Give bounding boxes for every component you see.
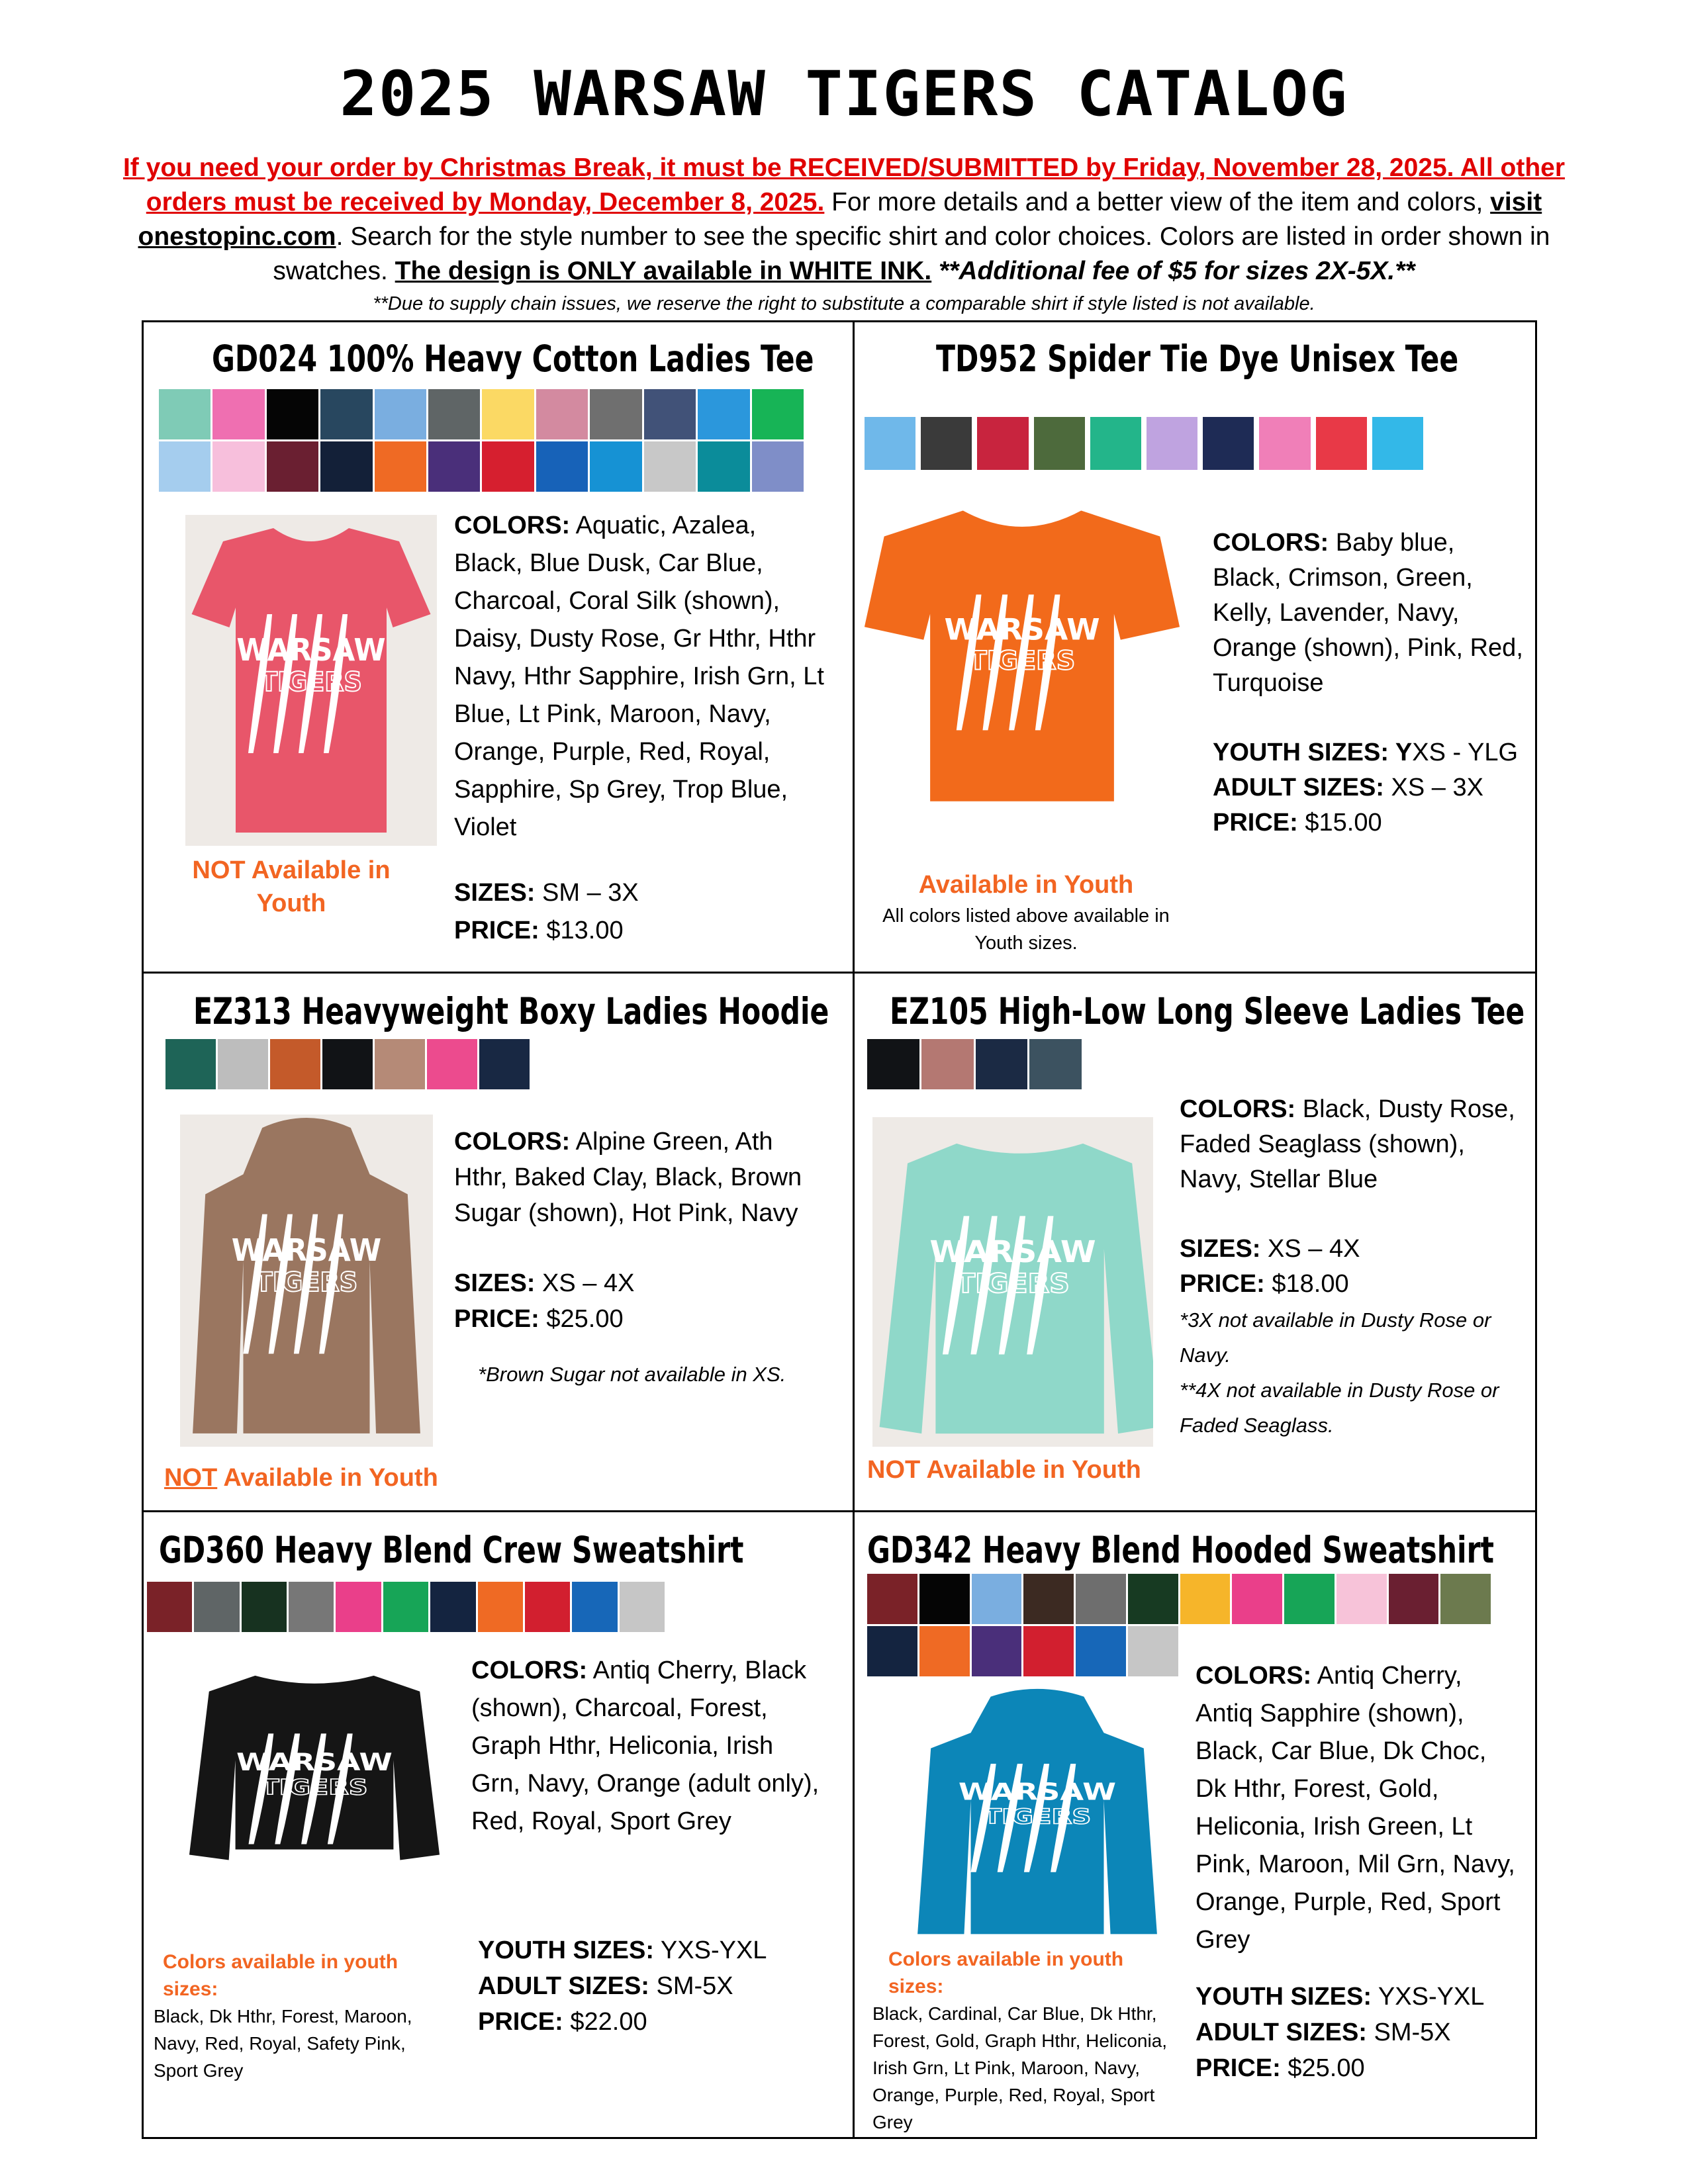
color-swatch xyxy=(1259,417,1310,470)
color-swatch xyxy=(752,389,804,439)
design-text-line2: TIGERS xyxy=(260,667,362,698)
product-details xyxy=(471,1652,829,1841)
color-swatch xyxy=(620,1582,665,1632)
youth-colors xyxy=(154,1948,445,2084)
color-swatch xyxy=(867,1626,917,1676)
youth-note: All colors listed above available in Youth sizes. xyxy=(882,905,1170,954)
design-text-line1: WARSAW xyxy=(929,1234,1096,1270)
product-title: TD952 Spider Tie Dye Unisex Tee xyxy=(936,338,1459,380)
youth-availability: NOT Available in Youth xyxy=(867,1456,1141,1484)
size-note: *3X not available in Dusty Rose or Navy. xyxy=(1180,1308,1491,1367)
colors-label: COLORS: xyxy=(1180,1095,1296,1123)
colors-list: Antiq Cherry, Antiq Sapphire (shown), Black, Car Blue, Dk Choc, Dk Hthr, Forest, Gold, Heliconia, Irish Green, Lt Pink, Maroon, Mil Grn, Navy, Orange, Purple, Red, Sport Grey xyxy=(1196,1662,1515,1954)
size-note: **4X not available in Dusty Rose or Faded Seaglass. xyxy=(1180,1379,1499,1437)
youth-sizes-value: YXS-YXL xyxy=(1372,1983,1485,2011)
page-title: 2025 WARSAW TIGERS CATALOG xyxy=(340,58,1348,130)
color-swatch xyxy=(1076,1574,1126,1624)
color-swatch xyxy=(1029,1039,1082,1089)
color-swatch xyxy=(482,441,534,492)
color-swatch xyxy=(218,1039,268,1089)
sizes-value: SM – 3X xyxy=(535,879,639,907)
color-swatch xyxy=(919,1626,970,1676)
price-label: PRICE: xyxy=(1180,1270,1265,1298)
product-title: GD360 Heavy Blend Crew Sweatshirt xyxy=(159,1529,744,1571)
colors-list: Alpine Green, Ath Hthr, Baked Clay, Black, Brown Sugar (shown), Hot Pink, Navy xyxy=(454,1128,802,1227)
color-swatch xyxy=(165,1039,216,1089)
color-swatch xyxy=(1440,1574,1491,1624)
youth-sizes-label: YOUTH SIZES: xyxy=(478,1936,655,1964)
grid-divider xyxy=(142,972,1537,974)
sizes-value: XS – 4X xyxy=(535,1269,635,1297)
color-swatch xyxy=(242,1582,287,1632)
color-swatches xyxy=(159,389,804,492)
youth-sizes-label: YOUTH SIZES: xyxy=(1196,1983,1372,2011)
color-swatch xyxy=(428,389,480,439)
color-swatch xyxy=(1316,417,1367,470)
youth-colors-list: Black, Cardinal, Car Blue, Dk Hthr, Forest, Gold, Graph Hthr, Heliconia, Irish Grn, Lt Pink, Maroon, Navy, Orange, Purple, Red, Royal, Sport Grey xyxy=(872,2003,1168,2132)
colors-label: COLORS: xyxy=(471,1657,588,1684)
product-details xyxy=(1213,525,1524,841)
color-swatch xyxy=(1023,1574,1074,1624)
color-swatch xyxy=(1180,1574,1231,1624)
color-swatch xyxy=(159,389,211,439)
product-title: EZ105 High-Low Long Sleeve Ladies Tee xyxy=(890,990,1525,1032)
colors-label: COLORS: xyxy=(1213,529,1329,557)
colors-label: COLORS: xyxy=(1196,1662,1312,1690)
color-swatch xyxy=(921,1039,974,1089)
color-swatch xyxy=(482,389,534,439)
youth-availability: NOT Available in Youth xyxy=(192,856,391,917)
price-value: $25.00 xyxy=(539,1305,624,1333)
adult-sizes-value: SM-5X xyxy=(649,1972,733,2000)
youth-colors-heading: Colors available in youth sizes: xyxy=(163,1951,399,2000)
color-swatch xyxy=(375,441,426,492)
price-value: $15.00 xyxy=(1297,809,1382,837)
youth-colors-heading: Colors available in youth sizes: xyxy=(888,1948,1124,1997)
adult-sizes-value: XS – 3X xyxy=(1383,774,1483,801)
size-price xyxy=(1196,1979,1520,2086)
product-title: GD342 Heavy Blend Hooded Sweatshirt xyxy=(867,1529,1494,1571)
not-word: NOT xyxy=(164,1464,218,1492)
color-swatch xyxy=(430,1582,475,1632)
size-price xyxy=(478,1933,822,2040)
youth-sizes-value: XS - YLG xyxy=(1412,739,1519,766)
color-swatch xyxy=(194,1582,239,1632)
color-swatch xyxy=(1372,417,1423,470)
product-photo xyxy=(872,1117,1153,1447)
color-swatch xyxy=(147,1582,192,1632)
youth-colors xyxy=(872,1946,1184,2136)
design-text-line1: WARSAW xyxy=(236,1748,393,1776)
color-swatch xyxy=(1232,1574,1282,1624)
color-swatch xyxy=(976,1039,1028,1089)
color-swatch xyxy=(267,441,318,492)
youth-availability xyxy=(164,1461,438,1494)
color-swatches xyxy=(147,1582,665,1632)
color-swatch xyxy=(320,441,372,492)
color-swatch xyxy=(644,389,696,439)
colors-list: Antiq Cherry, Black (shown), Charcoal, Forest, Graph Hthr, Heliconia, Irish Grn, Navy, Orange (adult only), Red, Royal, Sport Grey xyxy=(471,1657,820,1835)
color-swatch xyxy=(1147,417,1197,470)
ink-notice: The design is ONLY available in WHITE INK. xyxy=(395,257,932,285)
sizes-label: SIZES: xyxy=(1180,1235,1261,1263)
product-title: GD024 100% Heavy Cotton Ladies Tee xyxy=(212,338,814,380)
deadline-notice: If you need your order by Christmas Break, it must be RECEIVED/SUBMITTED by Friday, November 28, 2025. All other orders must be received by Monday, December 8, 2025. xyxy=(122,154,1566,216)
color-swatch xyxy=(1284,1574,1335,1624)
design-text-line2: TIGERS xyxy=(956,1268,1070,1299)
color-swatch xyxy=(336,1582,381,1632)
youth-availability-rest: Available in Youth xyxy=(217,1464,438,1492)
price-value: $25.00 xyxy=(1280,2054,1365,2082)
intro-text xyxy=(86,151,1602,289)
design-text-line2: TIGERS xyxy=(261,1776,368,1800)
color-swatch xyxy=(1389,1574,1439,1624)
sizes-label: SIZES: xyxy=(454,1269,536,1297)
color-swatch xyxy=(590,441,641,492)
color-swatch xyxy=(977,417,1028,470)
design-text-line1: WARSAW xyxy=(944,612,1100,647)
color-swatch xyxy=(212,389,264,439)
color-swatch xyxy=(867,1574,917,1624)
color-swatches xyxy=(867,1039,1082,1089)
color-swatches xyxy=(865,417,1423,470)
youth-availability: Available in Youth xyxy=(918,871,1134,899)
color-swatch xyxy=(525,1582,570,1632)
color-swatch xyxy=(1076,1626,1126,1676)
design-text-line1: WARSAW xyxy=(958,1778,1117,1806)
color-swatch xyxy=(159,441,211,492)
color-swatch xyxy=(289,1582,334,1632)
youth-colors-list: Black, Dk Hthr, Forest, Maroon, Navy, Red, Royal, Safety Pink, Sport Grey xyxy=(154,2006,412,2081)
product-photo xyxy=(185,515,437,846)
adult-sizes-value: SM-5X xyxy=(1366,2019,1451,2046)
color-swatch xyxy=(867,1039,919,1089)
color-swatch xyxy=(919,1574,970,1624)
grid-divider xyxy=(142,1510,1537,1512)
design-text-line1: WARSAW xyxy=(231,1232,382,1269)
color-swatch xyxy=(375,1039,425,1089)
color-swatch xyxy=(270,1039,320,1089)
youth-sizes-label: YOUTH SIZES: Y xyxy=(1213,739,1413,766)
color-swatch xyxy=(644,441,696,492)
colors-list: Baby blue, Black, Crimson, Green, Kelly, Lavender, Navy, Orange (shown), Pink, Red, Turquoise xyxy=(1213,529,1523,697)
sizes-value: XS – 4X xyxy=(1260,1235,1360,1263)
color-swatch xyxy=(536,441,588,492)
colors-label: COLORS: xyxy=(454,1128,571,1156)
product-photo xyxy=(858,498,1186,821)
colors-label: COLORS: xyxy=(454,512,571,539)
color-swatch xyxy=(212,441,264,492)
color-swatch xyxy=(972,1574,1022,1624)
color-swatch xyxy=(322,1039,373,1089)
color-swatch xyxy=(320,389,372,439)
color-swatch xyxy=(1203,417,1254,470)
adult-sizes-label: ADULT SIZES: xyxy=(478,1972,649,2000)
adult-sizes-label: ADULT SIZES: xyxy=(1213,774,1384,801)
sizes-label: SIZES: xyxy=(454,879,536,907)
website-link[interactable]: visit onestopinc.com xyxy=(138,188,1542,251)
product-photo xyxy=(904,1686,1170,1944)
product-details xyxy=(454,507,825,950)
supply-note: **Due to supply chain issues, we reserve the right to substitute a comparable shirt if style listed is not available. xyxy=(373,293,1315,314)
product-details xyxy=(1196,1657,1520,1959)
product-photo xyxy=(183,1655,446,1918)
intro-part: For more details and a better view of the item and colors, xyxy=(824,188,1491,216)
design-text-line2: TIGERS xyxy=(968,645,1076,676)
product-details xyxy=(454,1124,825,1391)
color-swatch xyxy=(536,389,588,439)
color-swatch xyxy=(428,441,480,492)
product-photo xyxy=(180,1115,433,1447)
price-label: PRICE: xyxy=(454,1305,539,1333)
price-label: PRICE: xyxy=(454,917,539,944)
price-value: $22.00 xyxy=(563,2008,647,2036)
size-note: *Brown Sugar not available in XS. xyxy=(478,1363,786,1386)
colors-list: Aquatic, Azalea, Black, Blue Dusk, Car Blue, Charcoal, Coral Silk (shown), Daisy, Dusty Rose, Gr Hthr, Hthr Navy, Hthr Sapphire, Irish Grn, Lt Blue, Lt Pink, Maroon, Navy, Orange, Purple, Red, Royal, Sapphire, Sp Grey, Trop Blue, Violet xyxy=(454,512,824,841)
color-swatch xyxy=(921,417,972,470)
color-swatch xyxy=(865,417,915,470)
color-swatch xyxy=(427,1039,477,1089)
color-swatch xyxy=(972,1626,1022,1676)
fee-notice: **Additional fee of $5 for sizes 2X-5X.** xyxy=(931,257,1415,285)
color-swatch xyxy=(1336,1574,1387,1624)
color-swatch xyxy=(590,389,641,439)
color-swatch xyxy=(383,1582,428,1632)
color-swatch xyxy=(572,1582,617,1632)
color-swatch xyxy=(1128,1574,1178,1624)
color-swatch xyxy=(698,389,749,439)
design-text-line2: TIGERS xyxy=(255,1267,358,1298)
color-swatch xyxy=(1023,1626,1074,1676)
color-swatch xyxy=(479,1039,530,1089)
adult-sizes-label: ADULT SIZES: xyxy=(1196,2019,1367,2046)
product-title: EZ313 Heavyweight Boxy Ladies Hoodie xyxy=(193,990,829,1032)
color-swatch xyxy=(1128,1626,1178,1676)
color-swatch xyxy=(698,441,749,492)
color-swatch xyxy=(752,441,804,492)
color-swatch xyxy=(375,389,426,439)
price-label: PRICE: xyxy=(1213,809,1298,837)
color-swatch xyxy=(1090,417,1141,470)
product-details xyxy=(1180,1092,1524,1442)
color-swatch xyxy=(478,1582,523,1632)
color-swatch xyxy=(267,389,318,439)
color-swatches xyxy=(165,1039,530,1089)
grid-divider xyxy=(853,320,855,2139)
price-label: PRICE: xyxy=(1196,2054,1281,2082)
price-label: PRICE: xyxy=(478,2008,563,2036)
design-text-line1: WARSAW xyxy=(236,631,386,668)
price-value: $18.00 xyxy=(1264,1270,1349,1298)
price-value: $13.00 xyxy=(539,917,624,944)
color-swatch xyxy=(1034,417,1085,470)
youth-sizes-value: YXS-YXL xyxy=(654,1936,767,1964)
intro-part: . Search for the style number to see the specific shirt and color choices. Colors are listed in order shown in swatches. xyxy=(273,222,1550,285)
design-text-line2: TIGERS xyxy=(983,1805,1092,1829)
colors-list: Black, Dusty Rose, Faded Seaglass (shown), Navy, Stellar Blue xyxy=(1180,1095,1515,1193)
